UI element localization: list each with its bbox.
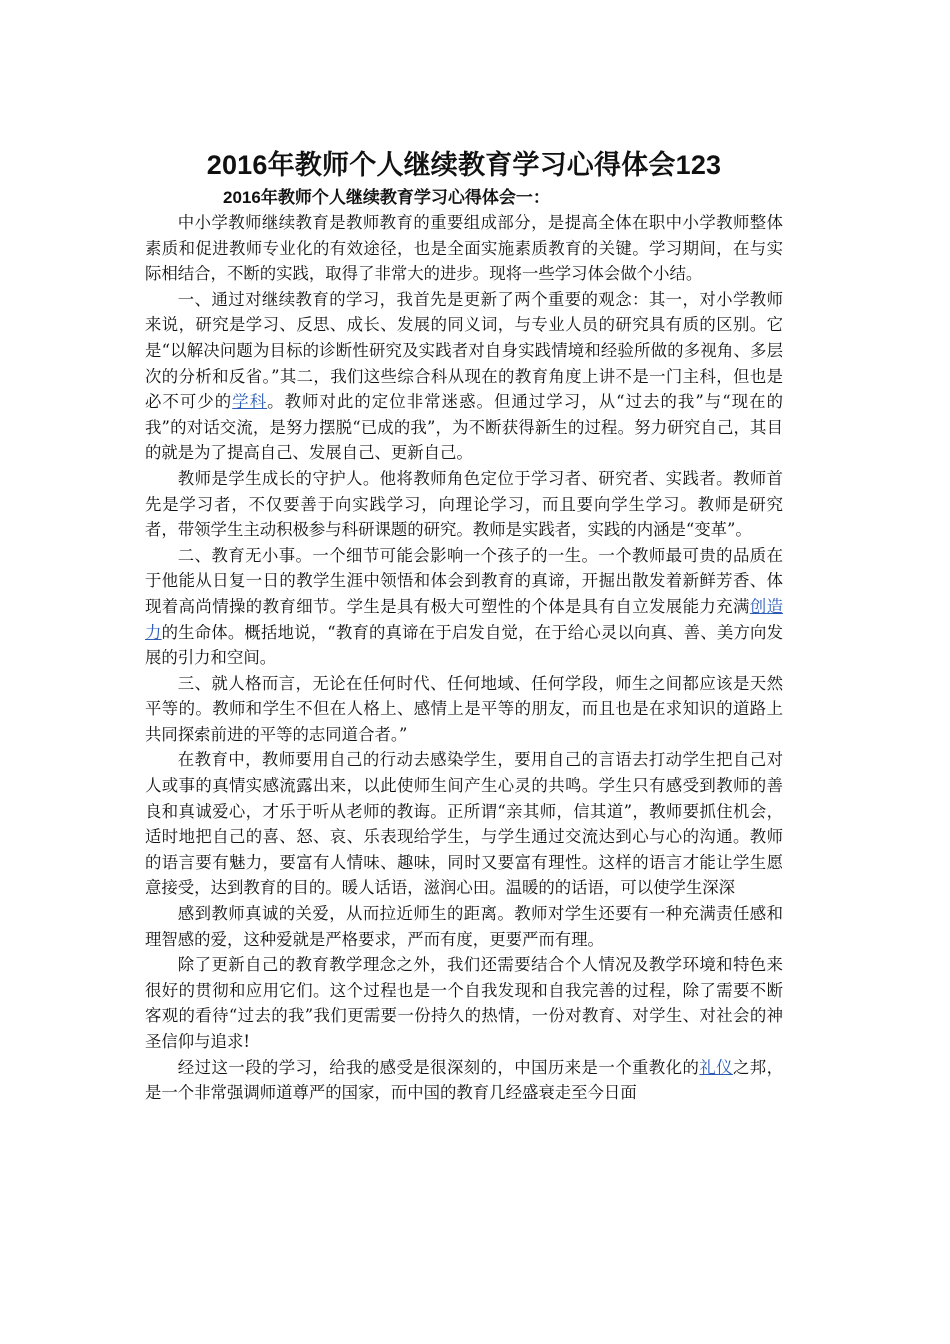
paragraph-text: 。教师对此的定位非常迷惑。但通过学习，从“过去的我”与“现在的我”的对话交流，是努力摆脱“已成的我”，为不断获得新生的过程。努力研究自己，其目的就是为了提高自己、发展自己、更新自己。 bbox=[145, 392, 784, 463]
document-subtitle: 2016年教师个人继续教育学习心得体会一： bbox=[223, 188, 550, 207]
document-title: 2016年教师个人继续教育学习心得体会123 bbox=[206, 150, 722, 180]
paragraph-text: 教师是学生成长的守护人。他将教师角色定位于学习者、研究者、实践者。教师首先是学习者，不仅要善于向实践学习，向理论学习，而且要向学生学习。教师是研究者，带领学生主动积极参与科研课题的研究。教师是实践者，实践的内涵是“变革”。 bbox=[145, 468, 783, 540]
inline-link[interactable]: 学科 bbox=[232, 392, 268, 412]
paragraph-text: 一、通过对继续教育的学习，我首先是更新了两个重要的观念：其一，对小学教师来说，研究是学习、反思、成长、发展的同义词，与专业人员的研究具有质的区别。它是“以解决问题为目标的诊断性研究及实践者对自身实践情境和经验所做的多视角、多层次的分析和反省。”其二，我们这些综合科从现在的教育角度上讲不是一门主科，但也是必不可少的 bbox=[145, 289, 783, 412]
paragraph-text: 感到教师真诚的关爱，从而拉近师生的距离。教师对学生还要有一种充满责任感和理智感的爱，这种爱就是严格要求，严而有度，更要严而有理。 bbox=[145, 904, 783, 949]
body-paragraph bbox=[145, 543, 783, 671]
body-paragraph bbox=[145, 210, 783, 287]
paragraph-text: 三、就人格而言，无论在任何时代、任何地域、任何学段，师生之间都应该是天然平等的。教师和学生不但在人格上、感情上是平等的朋友，而且也是在求知识的道路上共同探索前进的平等的志同道合者。” bbox=[145, 673, 783, 744]
body-paragraph bbox=[145, 671, 783, 748]
body-paragraph bbox=[145, 287, 783, 466]
paragraph-text: 之邦，是一个非常强调师道尊严的国家，而中国的教育几经盛衰走至今日面 bbox=[145, 1057, 784, 1103]
body-paragraph bbox=[145, 901, 783, 952]
paragraph-text: 经过这一段的学习，给我的感受是很深刻的，中国历来是一个重教化的 bbox=[177, 1057, 700, 1077]
body-paragraph bbox=[145, 1055, 783, 1106]
paragraph-text: 二、教育无小事。一个细节可能会影响一个孩子的一生。一个教师最可贵的品质在于他能从日复一日的教学生涯中领悟和体会到教育的真谛，开掘出散发着新鲜芳香、体现着高尚情操的教育细节。学生是具有极大可塑性的个体是具有自立发展能力充满 bbox=[145, 545, 783, 616]
inline-link[interactable]: 礼仪 bbox=[699, 1057, 733, 1077]
body-paragraph bbox=[145, 466, 783, 543]
paragraph-text: 除了更新自己的教育教学理念之外，我们还需要结合个人情况及教学环境和特色来很好的贯彻和应用它们。这个过程也是一个自我发现和自我完善的过程，除了需要不断客观的看待“过去的我”我们更需要一份持久的热情，一份对教育、对学生、对社会的神圣信仰与追求! bbox=[145, 955, 783, 1051]
paragraph-text: 在教育中，教师要用自己的行动去感染学生，要用自己的言语去打动学生把自己对人或事的真情实感流露出来，以此使师生间产生心灵的共鸣。学生只有感受到教师的善良和真诚爱心，才乐于听从老师的教诲。正所谓“亲其师，信其道”，教师要抓住机会，适时地把自己的喜、怒、哀、乐表现给学生，与学生通过交流达到心与心的沟通。教师的语言要有魅力，要富有人情味、趣味，同时又要富有理性。这样的语言才能让学生愿意接受，达到教育的目的。暖人话语，滋润心田。温暖的的话语，可以使学生深深 bbox=[145, 750, 783, 898]
paragraph-text: 的生命体。概括地说，“教育的真谛在于启发自觉，在于给心灵以向真、善、美方向发展的引力和空间。 bbox=[145, 622, 783, 668]
body-paragraph bbox=[145, 952, 783, 1054]
document-page bbox=[145, 146, 783, 1106]
document-body bbox=[145, 210, 783, 1106]
inline-link[interactable]: 创造力 bbox=[145, 596, 784, 642]
body-paragraph bbox=[145, 747, 783, 901]
paragraph-text: 中小学教师继续教育是教师教育的重要组成部分，是提高全体在职中小学教师整体素质和促进教师专业化的有效途径，也是全面实施素质教育的关键。学习期间，在与实际相结合，不断的实践，取得了非常大的进步。现将一些学习体会做个小结。 bbox=[145, 213, 783, 284]
